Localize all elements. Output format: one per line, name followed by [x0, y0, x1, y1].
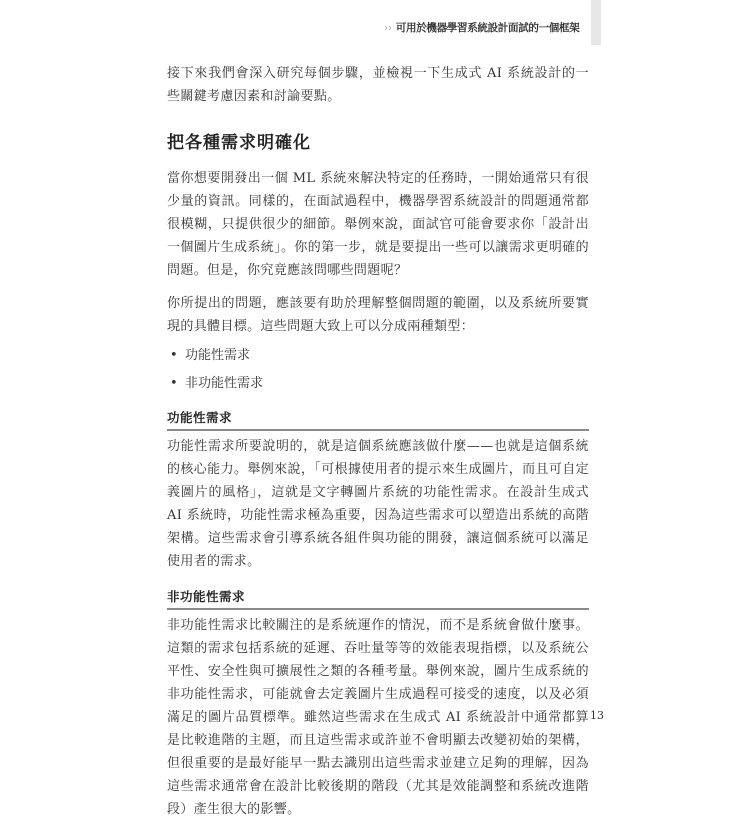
- section-paragraph-2: 你所提出的問題，應該要有助於理解整個問題的範圍，以及系統所要實現的具體目標。這些問題大致上可以分成兩種類型：: [167, 296, 589, 334]
- requirement-types-list: [167, 342, 589, 398]
- running-header: [384, 20, 588, 35]
- chapter-tab-marker: [591, 0, 601, 45]
- list-item-text: 功能性需求: [185, 348, 251, 363]
- intro-paragraph: 接下來我們會深入研究每個步驟，並檢視一下生成式 AI 系統設計的一些關鍵考慮因素和討論要點。: [167, 66, 589, 104]
- bullet-icon: •: [170, 348, 178, 363]
- running-header-title: 可用於機器學習系統設計面試的一個框架: [395, 22, 580, 34]
- list-item-text: 非功能性需求: [185, 376, 264, 391]
- nonfunctional-requirements-heading: 非功能性需求: [167, 587, 589, 610]
- page-number: 13: [590, 709, 604, 722]
- page-content: [167, 62, 589, 821]
- list-item: [167, 342, 589, 370]
- section-heading: 把各種需求明確化: [167, 133, 311, 153]
- functional-requirements-heading: 功能性需求: [167, 408, 589, 431]
- functional-requirements-paragraph: 功能性需求所要說明的，就是這個系統應該做什麼——也就是這個系統的核心能力。舉例來說，「可根據使用者的提示來生成圖片，而且可自定義圖片的風格」，這就是文字轉圖片系統的功能性需求。在設計生成式 AI 系統時，功能性需求極為重要，因為這些需求可以塑造出系統的高階架構。這些需求會引導系統各組件與功能的開發，讓這個系統可以滿足使用者的需求。: [167, 439, 589, 569]
- double-chevron-right-icon: ››: [384, 22, 392, 34]
- list-item: [167, 370, 589, 398]
- bullet-icon: •: [170, 376, 178, 391]
- nonfunctional-requirements-paragraph: 非功能性需求比較關注的是系統運作的情況，而不是系統會做什麼事。這類的需求包括系統的延遲、吞吐量等等的效能表現指標，以及系統公平性、安全性與可擴展性之類的各種考量。舉例來說，圖片生成系統的非功能性需求，可能就會去定義圖片生成過程可接受的速度，以及必須滿足的圖片品質標準。雖然這些需求在生成式 AI 系統設計中通常都算是比較進階的主題，而且這些需求或許並不會明顯去改變初始的架構，但很重要的是最好能早一點去識別出這些需求並建立足夠的理解，因為這些需求通常會在設計比較後期的階段（尤其是效能調整和系統改進階段）產生很大的影響。: [167, 618, 589, 817]
- section-paragraph-1: 當你想要開發出一個 ML 系統來解決特定的任務時，一開始通常只有很少量的資訊。同樣的，在面試過程中，機器學習系統設計的問題通常都很模糊，只提供很少的細節。舉例來說，面試官可能會要求你「設計出一個圖片生成系統」。你的第一步，就是要提出一些可以讓需求更明確的問題。但是，你究竟應該問哪些問題呢？: [167, 171, 589, 278]
